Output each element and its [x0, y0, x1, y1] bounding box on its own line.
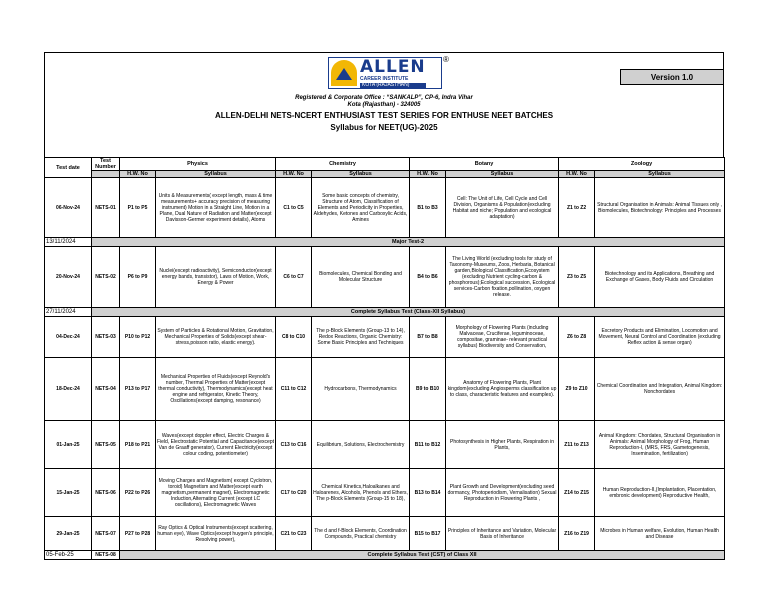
botany-hw: B7 to B8: [410, 317, 446, 358]
milestone-row: [45, 238, 725, 247]
allen-emblem-icon: [331, 60, 357, 86]
col-phy-syllabus: Syllabus: [156, 171, 276, 178]
zoology-hw: Z16 to Z19: [559, 517, 595, 551]
col-hw-blank: [92, 171, 120, 178]
physics-syllabus: Nuclei(except radioactivity), Semiconductor(except energy bands, transistor), Laws of Motion, Work, Energy & Power: [156, 247, 276, 308]
zoology-syllabus: Human Reproduction-II,(Implantation, Placentation, embronic development) Reproductive Health,: [595, 469, 725, 517]
zoology-syllabus: Chemical Coordination and Integration, Animal Kingdom: Nonchordates: [595, 358, 725, 421]
test-date: 01-Jan-25: [45, 421, 92, 469]
physics-hw: P27 to P28: [120, 517, 156, 551]
logo-institute: CAREER INSTITUTE: [360, 75, 409, 82]
logo-city: KOTA (RAJASTHAN): [360, 83, 426, 88]
zoology-syllabus: Microbes in Human welfare, Evolution, Human Health and Disease: [595, 517, 725, 551]
col-bot-hw: H.W. No: [410, 171, 446, 178]
logo-name: ALLEN: [360, 56, 426, 77]
milestone-date: 27/11/2024: [45, 308, 92, 317]
test-number: NETS-04: [92, 358, 120, 421]
test-date: 29-Jan-25: [45, 517, 92, 551]
col-zoology: Zoology: [559, 158, 725, 171]
col-phy-hw: H.W. No: [120, 171, 156, 178]
chemistry-hw: C11 to C12: [276, 358, 312, 421]
zoology-hw: Z9 to Z10: [559, 358, 595, 421]
final-test-row: [45, 551, 725, 560]
table-row: [45, 178, 725, 238]
botany-syllabus: Principles of Inheritance and Variation, Molecular Basis of Inheritance: [446, 517, 559, 551]
test-date: 05-Feb-25: [45, 551, 92, 560]
milestone-date: 13/11/2024: [45, 238, 92, 247]
schedule-sheet: [44, 52, 724, 560]
zoology-syllabus: Structural Organisation in Animals: Animal Tissues only , Biomolecules, Biotechnology: Principles and Processes: [595, 178, 725, 238]
botany-syllabus: Anatomy of Flowering Plants, Plant kingdom(excluding Angiosperms classification up to class, characteristic features and examples).: [446, 358, 559, 421]
chemistry-syllabus: Some basic concepts of chemistry, Structure of Atom, Classification of Elements and Periodicity in Properties, Aldehydes, Ketones and Carboxylic Acids, Amines: [312, 178, 410, 238]
botany-syllabus: Cell: The Unit of Life, Cell Cycle and Cell Division, Organisms & Population(excluding Habitat and niche; Population and ecological adaptation): [446, 178, 559, 238]
zoology-hw: Z6 to Z8: [559, 317, 595, 358]
chemistry-syllabus: Hydrocarbons, Thermodynamics: [312, 358, 410, 421]
physics-syllabus: Units & Measurements( except length, mass & time measurements+ accuracy precision of measuring instrument) Motion in a Straight Line, Motion in a Plane, Dual Nature of Radiation and Matter(except Davisson-Germer experiment details), Atoms: [156, 178, 276, 238]
zoology-syllabus: Animal Kingdom: Chordates, Structural Organisation in Animals: Animal Morphology of Frog, Human Reproduction-I, (MRS, FRS, Gametogenesis, Insemination, fertilization): [595, 421, 725, 469]
botany-syllabus: Morphology of Flowering Plants (including Malvaceae, Cruciferae, leguminoceae, compositae, graminae- relevant practical syllabus) Biodiversity and Conservation,: [446, 317, 559, 358]
physics-hw: P13 to P17: [120, 358, 156, 421]
physics-hw: P1 to P5: [120, 178, 156, 238]
col-zoo-syllabus: Syllabus: [595, 171, 725, 178]
chemistry-hw: C8 to C10: [276, 317, 312, 358]
test-number: NETS-08: [92, 551, 120, 560]
physics-syllabus: Ray Optics & Optical Instruments(except scattering, human eye), Wave Optics(except huygen's principle, Resolving power),: [156, 517, 276, 551]
zoology-syllabus: Biotechnology and its Applications, Breathing and Exchange of Gases, Body Fluids and Circulation: [595, 247, 725, 308]
physics-hw: P6 to P9: [120, 247, 156, 308]
botany-syllabus: Photosynthesis in Higher Plants, Respiration in Plants,: [446, 421, 559, 469]
botany-hw: B13 to B14: [410, 469, 446, 517]
chemistry-syllabus: The d and f-Block Elements, Coordination Compounds, Practical chemistry: [312, 517, 410, 551]
table-row: [45, 358, 725, 421]
table-row: [45, 317, 725, 358]
test-date: 20-Nov-24: [45, 247, 92, 308]
col-physics: Physics: [120, 158, 276, 171]
address-line-1: Registered & Corporate Office : “SANKALP”, CP-6, Indra Vihar: [295, 95, 473, 101]
botany-hw: B15 to B17: [410, 517, 446, 551]
physics-syllabus: System of Particles & Rotational Motion, Gravitation, Mechanical Properties of Solids(except shear-stress,poisson ratio, elastic energy).: [156, 317, 276, 358]
zoology-hw: Z3 to Z5: [559, 247, 595, 308]
zoology-hw: Z14 to Z15: [559, 469, 595, 517]
test-number: NETS-05: [92, 421, 120, 469]
physics-syllabus: Moving Charges and Magnetism( except Cyclotron, toroid) Magnetism and Matter(except earth magnetism,permanent magnet), Electromagnetic Induction,Alternating Current (except LC oscillations), Electromagnetic Waves: [156, 469, 276, 517]
col-chem-syllabus: Syllabus: [312, 171, 410, 178]
col-chem-hw: H.W. No: [276, 171, 312, 178]
test-date: 18-Dec-24: [45, 358, 92, 421]
botany-syllabus: The Living World (excluding tools for study of Taxonomy-Museums, Zoos, Herbaria, Botanical garden,Biological Classification,Ecosystem (excluding Nutrient cycling-carbon & phosphorous);Ecological succession, Ecological services-Carbon fixation,pollination, oxygen release.: [446, 247, 559, 308]
col-test-date: Test date: [45, 158, 92, 178]
table-row: [45, 517, 725, 551]
test-date: 06-Nov-24: [45, 178, 92, 238]
final-test-label: Complete Syllabus Test (CST) of Class XII: [120, 551, 725, 560]
physics-hw: P22 to P26: [120, 469, 156, 517]
document-subtitle: Syllabus for NEET(UG)-2025: [330, 123, 438, 132]
botany-hw: B9 to B10: [410, 358, 446, 421]
physics-hw: P10 to P12: [120, 317, 156, 358]
physics-syllabus: Mechanical Properties of Fluids(except Reynold's number, Thermal Properties of Matter(except thermal conductivity), Thermodynamics(except heat engine and refrigerator, Kinetic Theory, Oscillations(except damping, resonance): [156, 358, 276, 421]
physics-syllabus: Waves(except doppler effect, Electric Charges & Field, Electrostatic Potential and Capacitance(except Van de Graaff generator), Current Electricity(except colour coding, potentiometer): [156, 421, 276, 469]
milestone-row: [45, 308, 725, 317]
botany-syllabus: Plant Growth and Development(excluding seed dormancy, Photoperiodism, Vernalisation) Sexual Reproduction in Flowering Plants ,: [446, 469, 559, 517]
test-number: NETS-07: [92, 517, 120, 551]
zoology-hw: Z1 to Z2: [559, 178, 595, 238]
address-line-2: Kota (Rajasthan) - 324005: [347, 102, 421, 108]
syllabus-table: [44, 157, 725, 560]
physics-hw: P18 to P21: [120, 421, 156, 469]
allen-logo: [328, 57, 442, 89]
test-number: NETS-03: [92, 317, 120, 358]
test-number: NETS-01: [92, 178, 120, 238]
chemistry-hw: C21 to C23: [276, 517, 312, 551]
chemistry-syllabus: Biomolecules, Chemical Bonding and Molecular Structure: [312, 247, 410, 308]
col-chemistry: Chemistry: [276, 158, 410, 171]
table-row: [45, 421, 725, 469]
document-header: [44, 52, 724, 157]
table-row: [45, 469, 725, 517]
col-zoo-hw: H.W. No: [559, 171, 595, 178]
chemistry-hw: C1 to C5: [276, 178, 312, 238]
chemistry-syllabus: Equilibrium, Solutions, Electrochemistry: [312, 421, 410, 469]
col-test-number: Test Number: [92, 158, 120, 171]
botany-hw: B1 to B3: [410, 178, 446, 238]
chemistry-hw: C6 to C7: [276, 247, 312, 308]
col-bot-syllabus: Syllabus: [446, 171, 559, 178]
zoology-hw: Z11 to Z13: [559, 421, 595, 469]
version-label: Version 1.0: [620, 69, 723, 85]
chemistry-syllabus: The p-Block Elements (Group-13 to 14), Redox Reactions, Organic Chemistry: Some Basic Principles and Techniques: [312, 317, 410, 358]
chemistry-syllabus: Chemical Kinetics,Haloalkanes and Haloarenes, Alcohols, Phenols and Ethers, The p-Block Elements (Group-15 to 18),: [312, 469, 410, 517]
document-title: ALLEN-DELHI NETS-NCERT ENTHUSIAST TEST SERIES FOR ENTHUSE NEET BATCHES: [214, 111, 554, 120]
chemistry-hw: C17 to C20: [276, 469, 312, 517]
test-number: NETS-02: [92, 247, 120, 308]
registered-mark: ®: [443, 55, 449, 64]
botany-hw: B4 to B6: [410, 247, 446, 308]
test-date: 15-Jan-25: [45, 469, 92, 517]
table-row: [45, 247, 725, 308]
test-number: NETS-06: [92, 469, 120, 517]
col-botany: Botany: [410, 158, 559, 171]
milestone-label: Complete Syllabus Test (Class-XII Syllabus): [92, 308, 725, 317]
botany-hw: B11 to B12: [410, 421, 446, 469]
zoology-syllabus: Excretory Products and Elimination, Locomotion and Movement, Neural Control and Coordination (excluding Reflex action & sense organ): [595, 317, 725, 358]
milestone-label: Major Test-2: [92, 238, 725, 247]
test-date: 04-Dec-24: [45, 317, 92, 358]
chemistry-hw: C13 to C16: [276, 421, 312, 469]
